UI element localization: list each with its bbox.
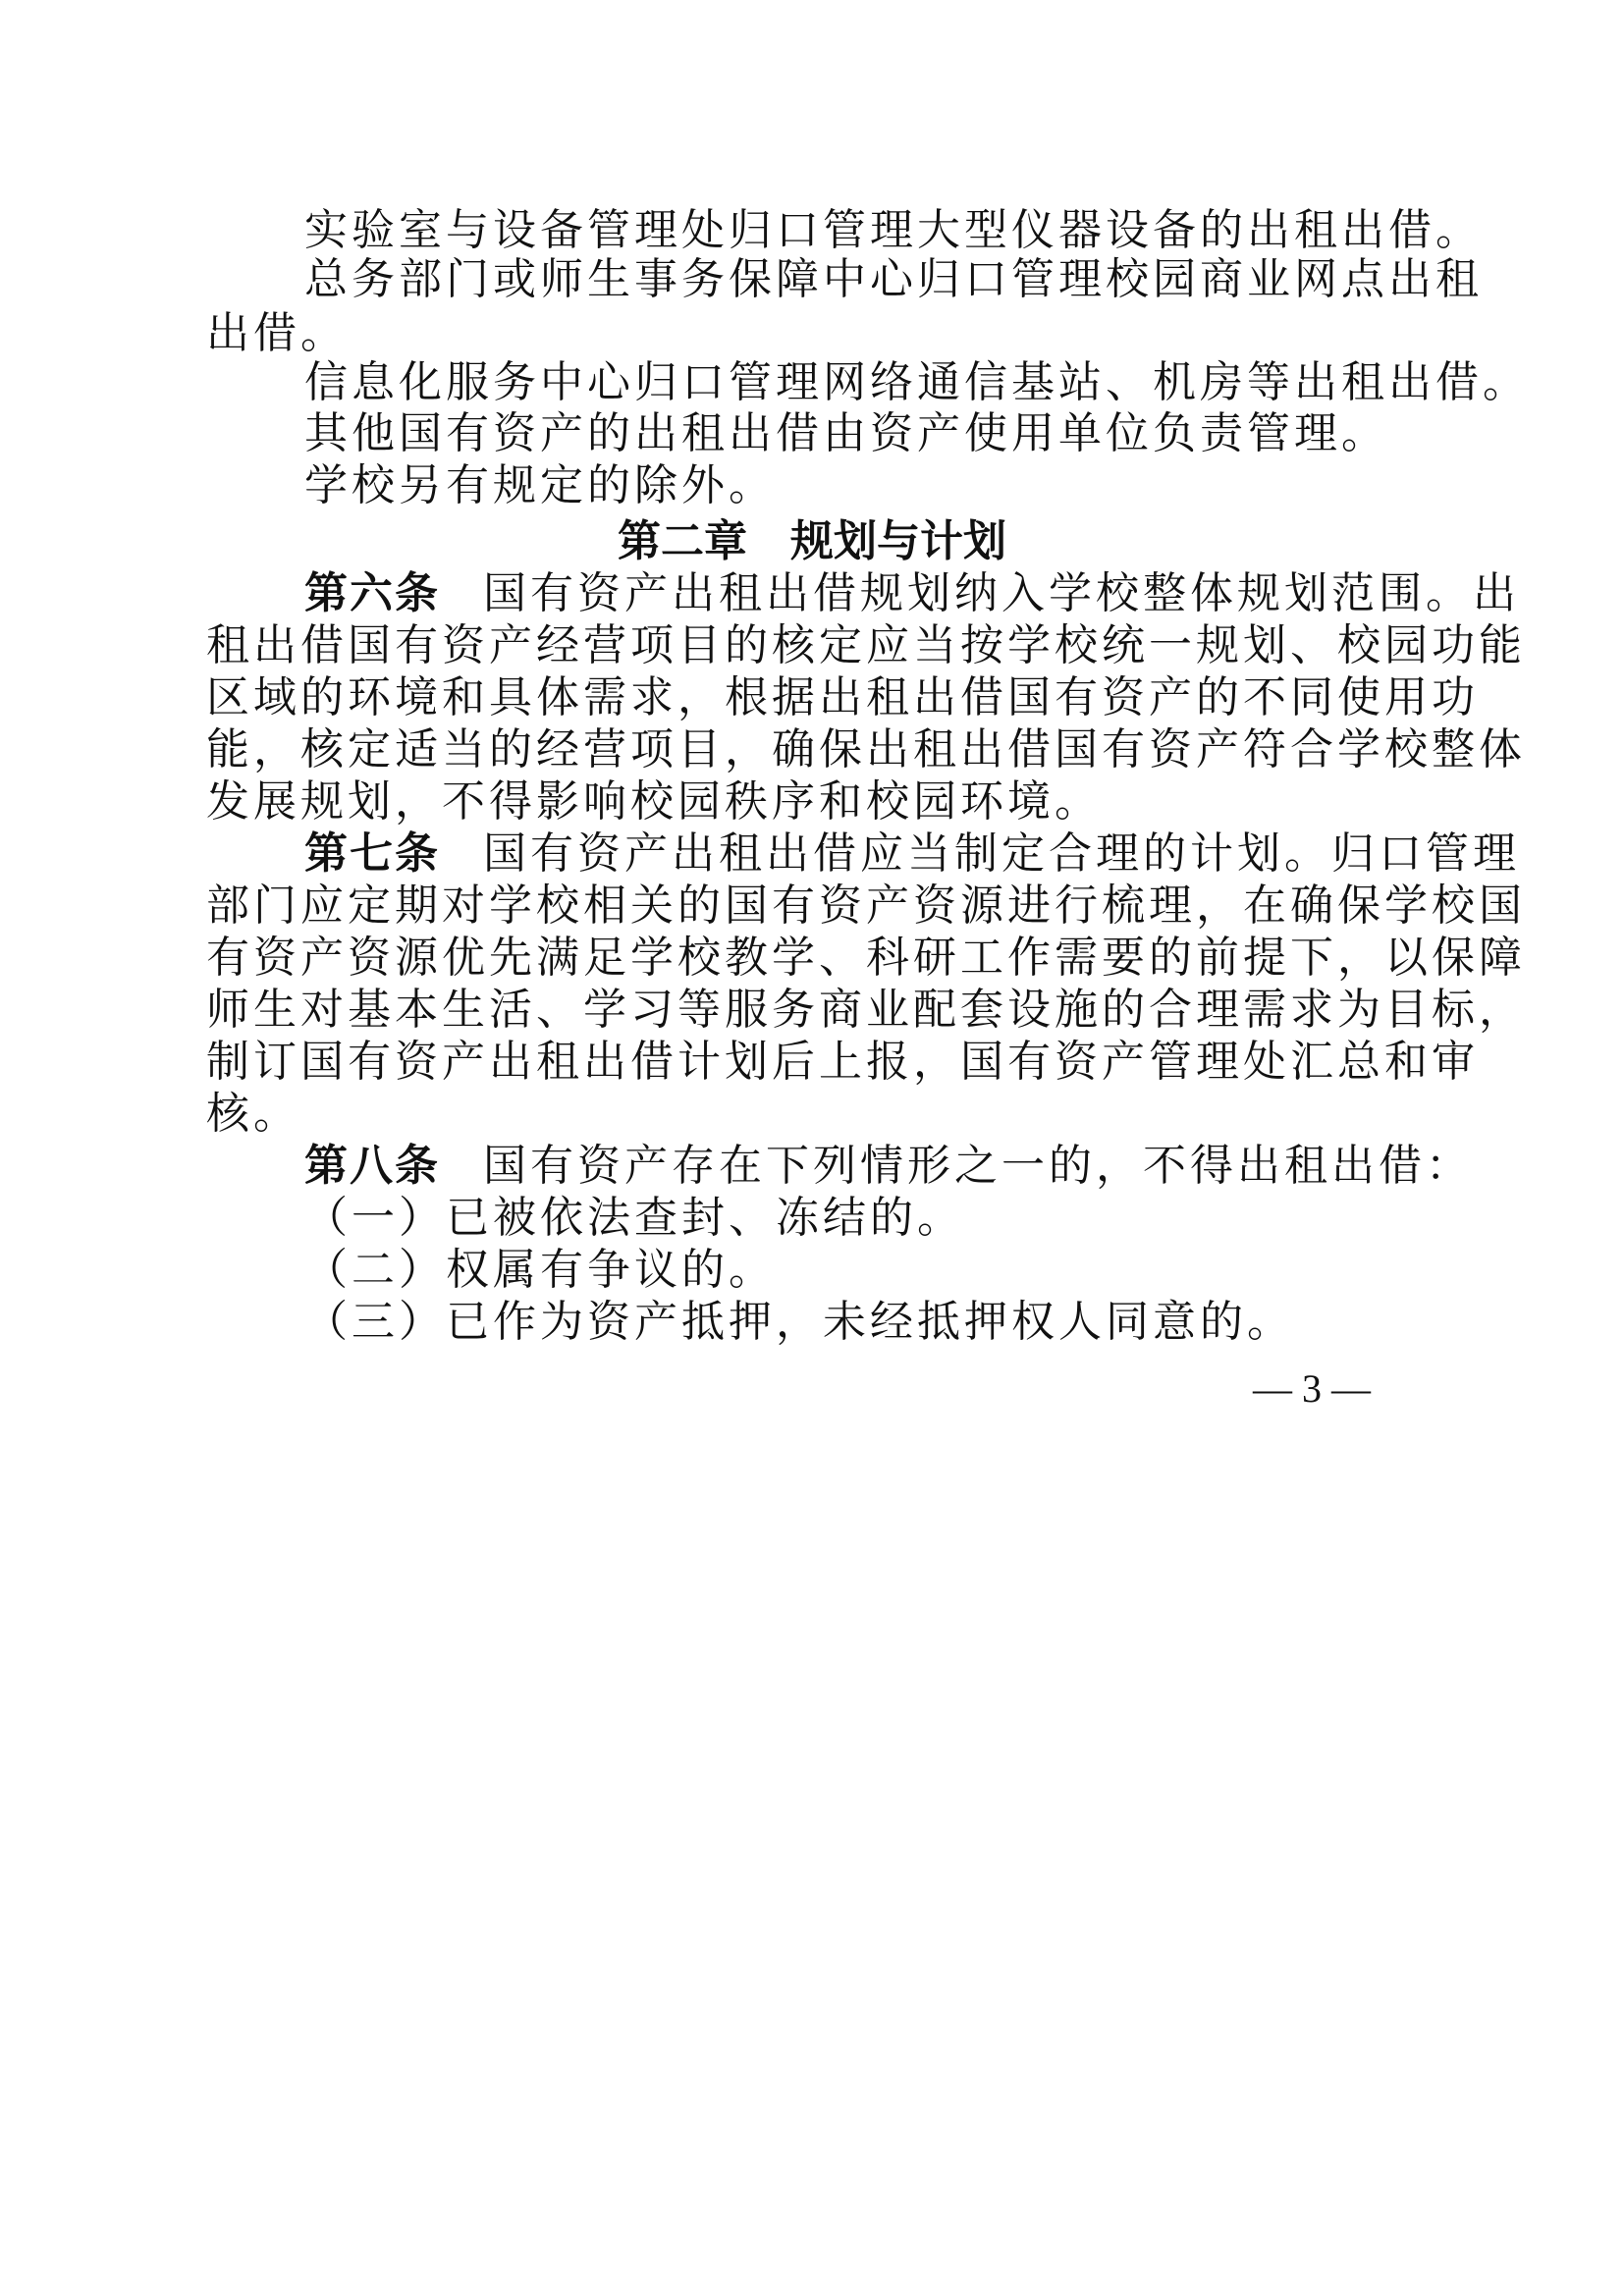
article-7-line-2: 部门应定期对学校相关的国有资产资源进行梳理，在确保学校国 bbox=[206, 881, 1526, 931]
paragraph-other-assets: 其他国有资产的出租出借由资产使用单位负责管理。 bbox=[304, 408, 1388, 458]
article-7-line-6: 核。 bbox=[206, 1089, 300, 1139]
article-8-label: 第八条 bbox=[304, 1141, 440, 1191]
paragraph-lab-equipment: 实验室与设备管理处归口管理大型仪器设备的出租出借。 bbox=[304, 205, 1483, 255]
paragraph-general-affairs-line-1: 总务部门或师生事务保障中心归口管理校园商业网点出租 bbox=[304, 254, 1483, 304]
paragraph-information-center: 信息化服务中心归口管理网络通信基站、机房等出租出借。 bbox=[304, 357, 1530, 407]
article-8-line-1 bbox=[304, 1137, 1522, 1196]
article-7-text-1: 国有资产出租出借应当制定合理的计划。归口管理 bbox=[483, 828, 1520, 879]
chapter-number: 第二章 bbox=[618, 516, 747, 566]
chapter-title: 规划与计划 bbox=[790, 516, 1006, 566]
article-7-line-4: 师生对基本生活、学习等服务商业配套设施的合理需求为目标， bbox=[206, 985, 1526, 1035]
chapter-heading bbox=[0, 512, 1624, 571]
article-7-line-1 bbox=[304, 825, 1522, 883]
article-6-line-4: 能，核定适当的经营项目，确保出租出借国有资产符合学校整体 bbox=[206, 724, 1526, 774]
article-7-line-3: 有资产资源优先满足学校教学、科研工作需要的前提下，以保障 bbox=[206, 933, 1526, 983]
article-7-line-5: 制订国有资产出租出借计划后上报，国有资产管理处汇总和审 bbox=[206, 1037, 1479, 1087]
article-7-label: 第七条 bbox=[304, 828, 440, 879]
article-6-line-1 bbox=[304, 564, 1522, 623]
article-8-item-2: （二）权属有争议的。 bbox=[304, 1245, 776, 1295]
article-6-line-2: 租出借国有资产经营项目的核定应当按学校统一规划、校园功能 bbox=[206, 620, 1526, 670]
article-6-text-1: 国有资产出租出借规划纳入学校整体规划范围。出 bbox=[483, 568, 1520, 618]
paragraph-exceptions: 学校另有规定的除外。 bbox=[304, 460, 776, 510]
article-8-text-1: 国有资产存在下列情形之一的，不得出租出借： bbox=[483, 1141, 1473, 1191]
article-6-line-3: 区域的环境和具体需求，根据出租出借国有资产的不同使用功 bbox=[206, 672, 1479, 722]
article-8-item-3: （三）已作为资产抵押，未经抵押权人同意的。 bbox=[304, 1297, 1294, 1347]
article-6-line-5: 发展规划，不得影响校园秩序和校园环境。 bbox=[206, 776, 1102, 827]
article-6-label: 第六条 bbox=[304, 568, 440, 618]
article-8-item-1: （一）已被依法查封、冻结的。 bbox=[304, 1193, 964, 1243]
page-number: — 3 — bbox=[1253, 1366, 1371, 1411]
paragraph-general-affairs-line-2: 出借。 bbox=[206, 308, 348, 358]
